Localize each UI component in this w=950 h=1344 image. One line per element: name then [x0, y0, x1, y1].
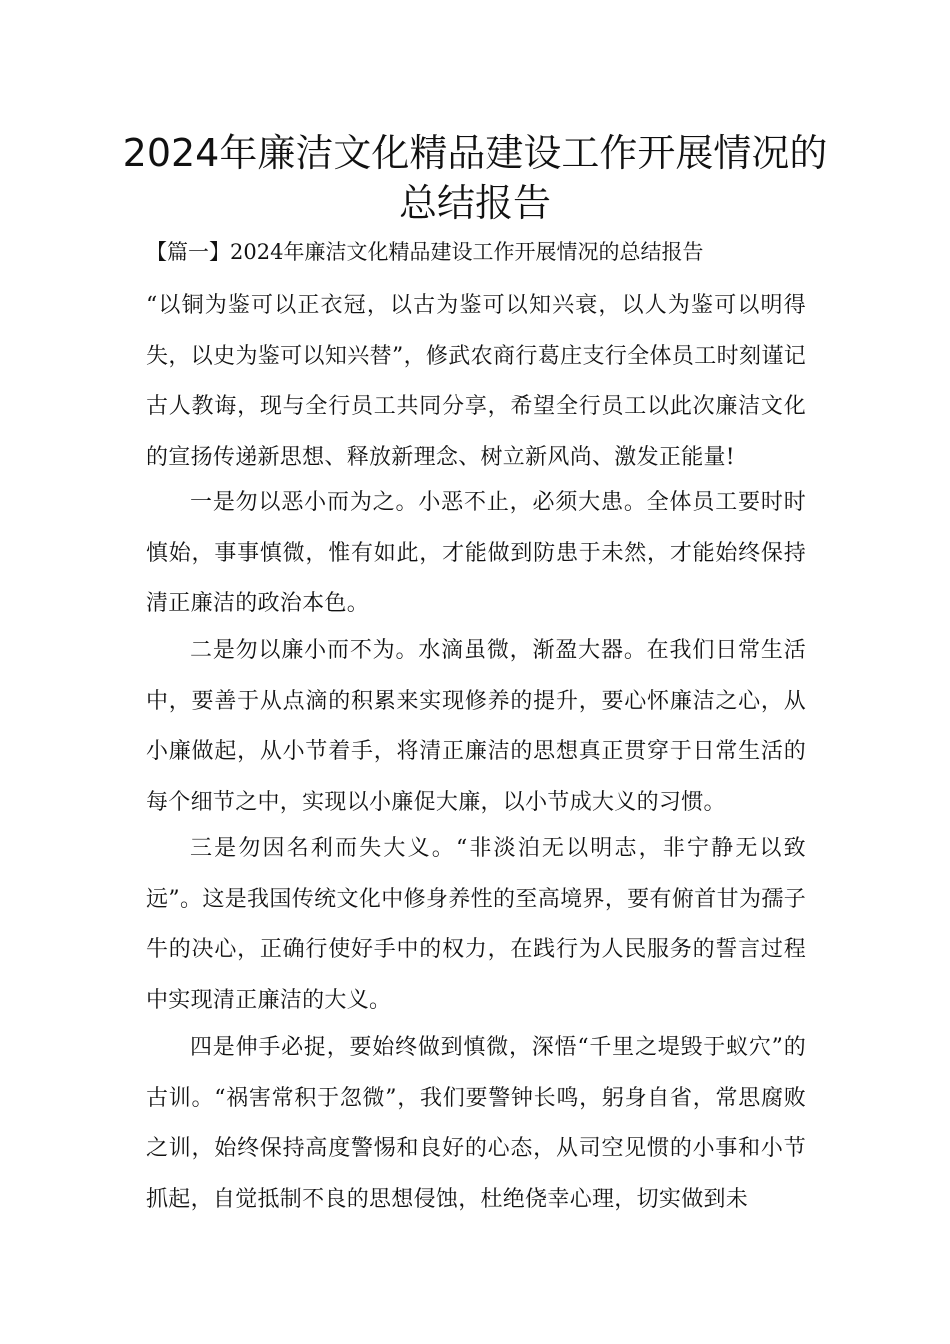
paragraph-point-two: 二是勿以廉小而不为。水滴虽微，渐盈大器。在我们日常生活中，要善于从点滴的积累来实现修养的提升，要心怀廉洁之心，从小廉做起，从小节着手，将清正廉洁的思想真正贯穿于日常生活的每个细节之中，实现以小廉促大廉，以小节成大义的习惯。: [146, 638, 806, 815]
paragraph-point-one: 一是勿以恶小而为之。小恶不止，必须大患。全体员工要时时慎始，事事慎微，惟有如此，才能做到防患于未然，才能始终保持清正廉洁的政治本色。: [146, 490, 806, 617]
section-heading: 【篇一】2024年廉洁文化精品建设工作开展情况的总结报告: [146, 240, 704, 264]
paragraph-point-three: 三是勿因名利而失大义。“非淡泊无以明志，非宁静无以致远”。这是我国传统文化中修身养性的至高境界，要有俯首甘为孺子牛的决心，正确行使好手中的权力，在践行为人民服务的誓言过程中实现清正廉洁的大义。: [146, 836, 806, 1013]
document-title: 2024年廉洁文化精品建设工作开展情况的总结报告: [122, 131, 828, 225]
paragraph-intro: “以铜为鉴可以正衣冠，以古为鉴可以知兴衰，以人为鉴可以明得失，以史为鉴可以知兴替”，修武农商行葛庄支行全体员工时刻谨记古人教诲，现与全行员工共同分享，希望全行员工以此次廉洁文化的宣扬传递新思想、释放新理念、树立新风尚、激发正能量!: [146, 293, 806, 470]
paragraph-point-four: 四是伸手必捉，要始终做到慎微，深悟“千里之堤毁于蚁穴”的古训。“祸害常积于忽微”，我们要警钟长鸣，躬身自省，常思腐败之训，始终保持高度警惕和良好的心态，从司空见惯的小事和小节抓起，自觉抵制不良的思想侵蚀，杜绝侥幸心理，切实做到未: [146, 1035, 806, 1212]
